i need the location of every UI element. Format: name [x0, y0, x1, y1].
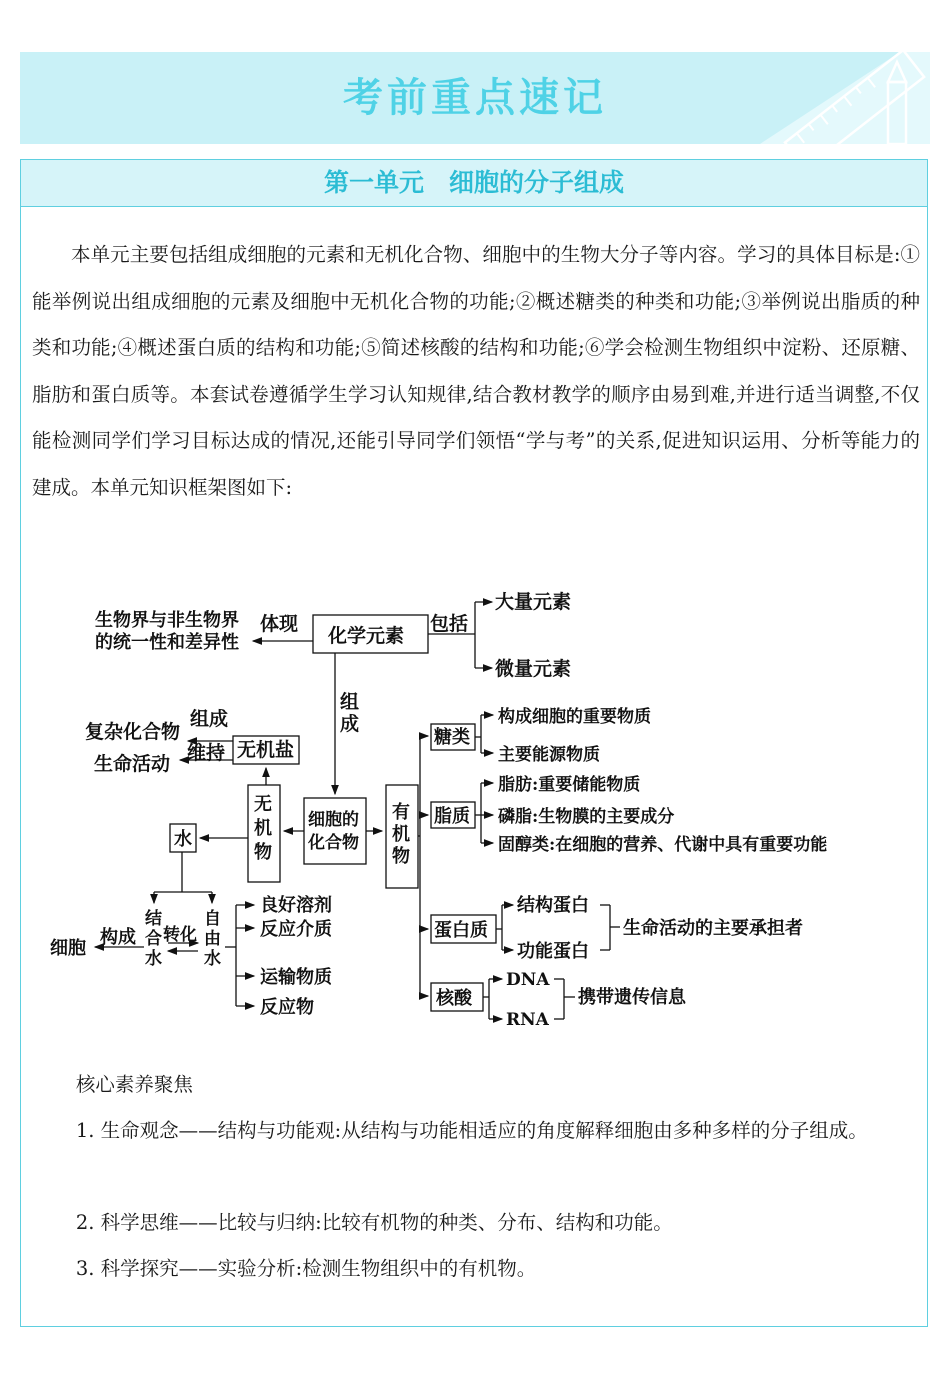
core-item-2: 2. 科学思维——比较与归纳:比较有机物的种类、分布、结构和功能。	[75, 1211, 673, 1234]
ziyou-char-1: 自	[204, 909, 221, 929]
nucleic-role: 携带遗传信息	[578, 987, 686, 1008]
ruler-pencil-icon	[700, 52, 930, 144]
shengming-label: 生命活动	[94, 753, 171, 775]
zucheng-label: 组成	[190, 708, 229, 730]
water-label: 水	[174, 829, 192, 850]
wujiyan-label: 无机盐	[237, 739, 295, 761]
weiliang-label: 微量元素	[495, 658, 572, 680]
core-item-1: 1. 生命观念——结构与功能观:从结构与功能相适应的角度解释细胞由多种多样的分子组成。	[75, 1119, 868, 1142]
core-title: 核心素养聚焦	[75, 1073, 193, 1096]
daliang-label: 大量元素	[495, 591, 572, 613]
header-banner	[20, 52, 930, 144]
tang-item-1: 构成细胞的重要物质	[498, 707, 651, 727]
jiehe-char-1: 结	[145, 909, 162, 929]
dna-label: DNA	[506, 970, 550, 990]
youji-char-1: 有	[392, 802, 410, 823]
xibao-label: 细胞	[50, 938, 86, 959]
zhuanhua-label: 转化	[163, 925, 197, 945]
compound-line1: 细胞的	[308, 810, 359, 830]
nucleic-label: 核酸	[436, 988, 472, 1009]
jiehe-char-2: 合	[145, 929, 162, 949]
knowledge-framework-diagram	[40, 578, 920, 1038]
water-func-1: 良好溶剂	[260, 895, 332, 916]
rna-label: RNA	[506, 1010, 549, 1030]
tang-label: 糖类	[434, 727, 470, 748]
weichi-label: 维持	[187, 742, 226, 764]
wuji-char-1: 无	[254, 794, 272, 815]
tixian-label: 体现	[260, 613, 299, 635]
protein-item-1: 结构蛋白	[517, 895, 589, 916]
youji-char-2: 机	[392, 824, 410, 845]
zhi-label: 脂质	[434, 806, 470, 827]
zhi-item-2: 磷脂:生物膜的主要成分	[498, 807, 675, 827]
zu-label: 组	[340, 691, 360, 713]
protein-label: 蛋白质	[434, 920, 488, 941]
youji-char-3: 物	[392, 846, 410, 867]
unit-title: 第一单元 细胞的分子组成	[21, 160, 927, 207]
water-func-4: 反应物	[260, 997, 314, 1018]
ziyou-char-2: 由	[204, 929, 221, 949]
intro-paragraph: 本单元主要包括组成细胞的元素和无机化合物、细胞中的生物大分子等内容。学习的具体目标是:①能举例说出组成细胞的元素及细胞中无机化合物的功能;②概述糖类的种类和功能;③举例说出脂质的种类和功能;④概述蛋白质的结构和功能;⑤简述核酸的结构和功能;⑥学会检测生物组织中淀粉、还原糖、脂肪和蛋白质等。本套试卷遵循学生学习认知规律,结合教材教学的顺序由易到难,并进行适当调整,不仅能检测同学们学习目标达成的情况,还能引导同学们领悟“学与考”的关系,促进知识运用、分析等能力的建成。本单元知识框架图如下:	[32, 243, 920, 499]
ziyou-char-3: 水	[204, 949, 221, 969]
chem-label: 化学元素	[328, 625, 405, 647]
jiehe-char-3: 水	[145, 949, 162, 969]
protein-item-2: 功能蛋白	[517, 941, 589, 962]
goucheng-label: 构成	[100, 927, 136, 948]
tang-item-2: 主要能源物质	[498, 745, 600, 765]
wuji-char-3: 物	[254, 842, 272, 863]
fuza-label: 复杂化合物	[85, 721, 181, 743]
protein-role: 生命活动的主要承担者	[623, 918, 803, 939]
wuji-char-2: 机	[254, 818, 272, 839]
unity-line1: 生物界与非生物界	[95, 610, 239, 631]
compound-line2: 化合物	[308, 833, 359, 853]
baokuo-label: 包括	[430, 613, 469, 635]
cheng-label: 成	[340, 713, 360, 735]
zhi-item-3: 固醇类:在细胞的营养、代谢中具有重要功能	[498, 835, 828, 855]
water-func-2: 反应介质	[260, 919, 332, 940]
compound-box	[304, 798, 366, 864]
zhi-item-1: 脂肪:重要储能物质	[498, 775, 641, 795]
core-item-3: 3. 科学探究——实验分析:检测生物组织中的有机物。	[75, 1257, 537, 1280]
water-func-3: 运输物质	[260, 967, 332, 988]
unity-line2: 的统一性和差异性	[95, 632, 239, 653]
page-title: 考前重点速记	[343, 75, 607, 121]
